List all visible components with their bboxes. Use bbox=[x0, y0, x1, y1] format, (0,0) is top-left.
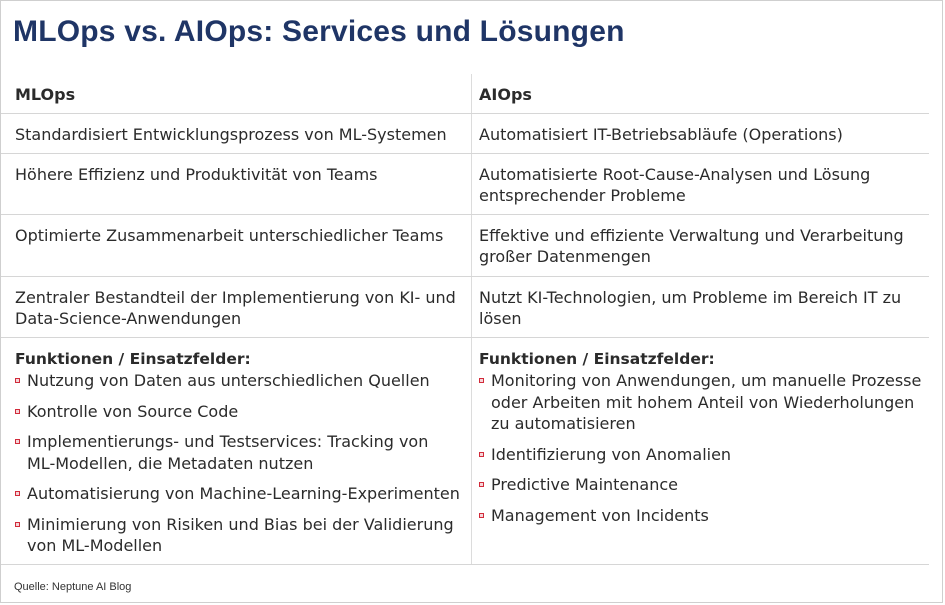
comparison-table bbox=[1, 74, 929, 565]
table-cell-aiops: Automatisiert IT-Betriebsabläufe (Operations) bbox=[479, 125, 843, 144]
table-row bbox=[1, 277, 929, 338]
header-aiops: AIOps bbox=[479, 85, 532, 104]
functions-list-aiops bbox=[479, 370, 925, 526]
table-cell-mlops: Höhere Effizienz und Produktivität von Teams bbox=[15, 165, 378, 184]
table-cell-aiops: Effektive und effiziente Verwaltung und Verarbeitung großer Datenmengen bbox=[479, 226, 904, 266]
list-item-text: Kontrolle von Source Code bbox=[27, 401, 239, 421]
list-item bbox=[479, 444, 925, 466]
header-mlops: MLOps bbox=[15, 85, 76, 104]
source-note: Quelle: Neptune AI Blog bbox=[14, 581, 132, 593]
table-cell-aiops: Automatisierte Root-Cause-Analysen und Lösung entsprechender Probleme bbox=[479, 165, 871, 205]
table-cell-mlops: Standardisiert Entwicklungsprozess von ML-Systemen bbox=[15, 125, 447, 144]
square-bullet-icon bbox=[479, 378, 484, 383]
list-item-text: Identifizierung von Anomalien bbox=[491, 444, 732, 464]
list-item-text: Monitoring von Anwendungen, um manuelle Prozesse oder Arbeiten mit hohem Anteil von Wiederholungen zu automatisieren bbox=[491, 371, 922, 433]
square-bullet-icon bbox=[479, 452, 484, 457]
functions-aiops bbox=[471, 338, 929, 564]
list-item-text: Management von Incidents bbox=[491, 505, 709, 525]
functions-heading: Funktionen / Einsatzfelder: bbox=[479, 350, 715, 368]
table-header-row bbox=[1, 74, 929, 114]
table-cell-aiops: Nutzt KI-Technologien, um Probleme im Bereich IT zu lösen bbox=[479, 288, 902, 328]
table-row bbox=[1, 154, 929, 215]
page-title: MLOps vs. AIOps: Services und Lösungen bbox=[13, 15, 625, 48]
functions-mlops bbox=[1, 338, 471, 564]
square-bullet-icon bbox=[479, 482, 484, 487]
list-item-text: Minimierung von Risiken und Bias bei der Validierung von ML-Modellen bbox=[27, 514, 454, 555]
list-item-text: Implementierungs- und Testservices: Tracking von ML-Modellen, die Metadaten nutzen bbox=[27, 432, 429, 473]
square-bullet-icon bbox=[15, 439, 20, 444]
list-item-text: Predictive Maintenance bbox=[491, 475, 678, 494]
square-bullet-icon bbox=[479, 513, 484, 518]
table-cell-mlops: Optimierte Zusammenarbeit unterschiedlicher Teams bbox=[15, 226, 444, 245]
table-cell-mlops: Zentraler Bestandteil der Implementierung von KI- und Data-Science-Anwendungen bbox=[15, 288, 456, 328]
list-item bbox=[479, 505, 925, 527]
list-item bbox=[15, 431, 461, 474]
list-item bbox=[15, 483, 461, 505]
functions-heading: Funktionen / Einsatzfelder: bbox=[15, 350, 251, 368]
table-row bbox=[1, 114, 929, 154]
functions-row bbox=[1, 338, 929, 565]
list-item bbox=[15, 514, 461, 557]
functions-list-mlops bbox=[15, 370, 461, 557]
list-item bbox=[15, 370, 461, 392]
list-item-text: Nutzung von Daten aus unterschiedlichen Quellen bbox=[27, 371, 430, 390]
table-row bbox=[1, 215, 929, 277]
list-item bbox=[479, 474, 925, 496]
square-bullet-icon bbox=[15, 378, 20, 383]
list-item bbox=[15, 401, 461, 423]
list-item bbox=[479, 370, 925, 435]
list-item-text: Automatisierung von Machine-Learning-Experimenten bbox=[27, 484, 460, 503]
square-bullet-icon bbox=[15, 409, 20, 414]
square-bullet-icon bbox=[15, 491, 20, 496]
square-bullet-icon bbox=[15, 522, 20, 527]
